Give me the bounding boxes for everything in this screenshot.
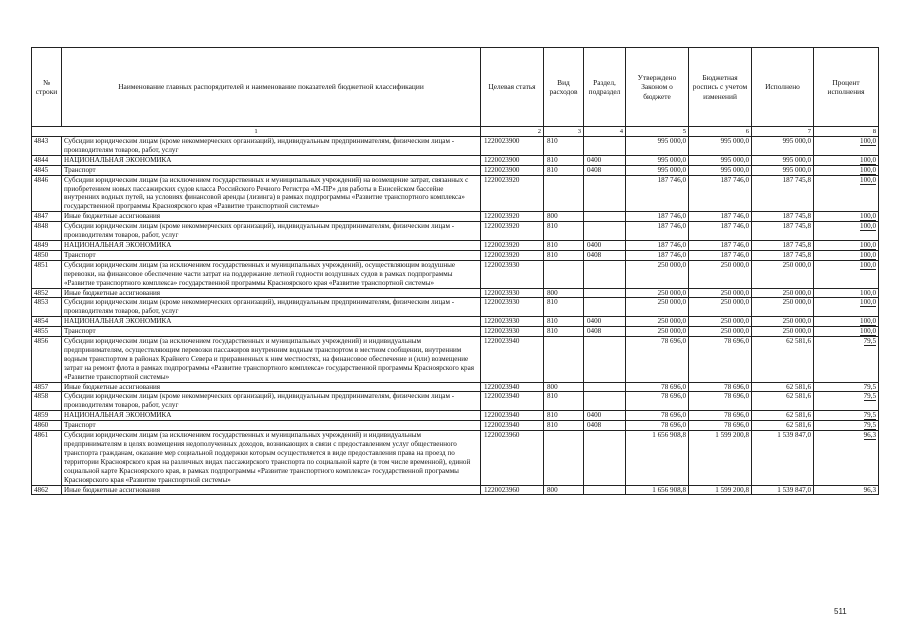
row-target-article: 1220023900: [481, 137, 544, 156]
row-percent: [814, 337, 879, 383]
table-row: [32, 288, 879, 298]
table-row: [32, 137, 879, 156]
row-target-article: 1220023960: [481, 485, 544, 495]
row-budget-schedule: 995 000,0: [689, 137, 752, 156]
row-section: [584, 288, 626, 298]
row-approved: 995 000,0: [626, 155, 689, 165]
row-budget-schedule: 250 000,0: [689, 298, 752, 317]
row-percent: [814, 175, 879, 212]
row-section: [584, 260, 626, 288]
row-percent-value: 79,5: [863, 421, 876, 430]
row-budget-schedule: 250 000,0: [689, 317, 752, 327]
row-expense-type: 810: [544, 392, 584, 411]
row-executed: 62 581,6: [752, 382, 814, 392]
row-number: 4858: [32, 392, 62, 411]
row-section: [584, 485, 626, 495]
row-expense-type: 800: [544, 382, 584, 392]
row-executed: 250 000,0: [752, 260, 814, 288]
table-row: [32, 298, 879, 317]
table-row: [32, 327, 879, 337]
row-percent: [814, 165, 879, 175]
budget-execution-sheet: [31, 47, 878, 495]
table-row: [32, 392, 879, 411]
row-approved: 187 746,0: [626, 222, 689, 241]
row-approved: 187 746,0: [626, 212, 689, 222]
row-executed: 995 000,0: [752, 165, 814, 175]
row-section: [584, 382, 626, 392]
row-name: Транспорт: [62, 421, 481, 431]
row-percent: [814, 431, 879, 485]
row-budget-schedule: 78 696,0: [689, 382, 752, 392]
table-row: [32, 155, 879, 165]
row-name: НАЦИОНАЛЬНАЯ ЭКОНОМИКА: [62, 240, 481, 250]
row-percent-value: 96,3: [863, 485, 876, 494]
row-expense-type: 810: [544, 298, 584, 317]
row-name: НАЦИОНАЛЬНАЯ ЭКОНОМИКА: [62, 317, 481, 327]
row-section: [584, 137, 626, 156]
row-name: Субсидии юридическим лицам (за исключением государственных и муниципальных учреждений) на возмещение затрат, связанных с приобретением новых пассажирских судов класса Российского Речного Регистра «М-ПР» для работы в Енисейском бассейне внутренних водных путей, на условиях финансовой аренды (лизинга) в рамках подпрограммы «Развитие транспортного комплекса» государственной программы Красноярского края «Развитие транспортной системы»: [62, 175, 481, 212]
row-percent: [814, 327, 879, 337]
row-percent-value: 79,5: [863, 411, 876, 420]
row-percent: [814, 137, 879, 156]
row-expense-type: [544, 337, 584, 383]
row-target-article: 1220023920: [481, 175, 544, 212]
row-executed: 250 000,0: [752, 288, 814, 298]
row-expense-type: 810: [544, 250, 584, 260]
row-executed: 995 000,0: [752, 155, 814, 165]
row-approved: 250 000,0: [626, 288, 689, 298]
row-budget-schedule: 250 000,0: [689, 260, 752, 288]
row-target-article: 1220023920: [481, 222, 544, 241]
row-percent-value: 100,0: [860, 137, 876, 145]
row-name: Субсидии юридическим лицам (кроме некоммерческих организаций), индивидуальным предпринимателям, физическим лицам - производителям товаров, работ, услуг: [62, 222, 481, 241]
row-name: Субсидии юридическим лицам (кроме некоммерческих организаций), индивидуальным предпринимателям, физическим лицам - производителям товаров, работ, услуг: [62, 392, 481, 411]
row-percent-value: 100,0: [860, 155, 876, 164]
table-body: [32, 137, 879, 495]
row-percent: [814, 222, 879, 241]
row-target-article: 1220023920: [481, 212, 544, 222]
row-percent-value: 79,5: [863, 337, 876, 346]
row-name: Иные бюджетные ассигнования: [62, 382, 481, 392]
row-section: 0400: [584, 240, 626, 250]
row-name: Транспорт: [62, 327, 481, 337]
row-percent-value: 100,0: [860, 317, 876, 326]
row-percent: [814, 240, 879, 250]
row-percent: [814, 155, 879, 165]
row-executed: 62 581,6: [752, 411, 814, 421]
row-number: 4843: [32, 137, 62, 156]
row-executed: 250 000,0: [752, 298, 814, 317]
row-executed: 187 745,8: [752, 222, 814, 241]
row-section: 0400: [584, 317, 626, 327]
row-percent: [814, 485, 879, 495]
row-name: Субсидии юридическим лицам (за исключением государственных и муниципальных учреждений), осуществляющим воздушные перевозки, на финансовое обеспечение части затрат на поддержание летной годности воздушных судов в рамках подпрограммы «Развитие транспортного комплекса» государственной программы Красноярского края «Развитие транспортной системы»: [62, 260, 481, 288]
row-target-article: 1220023960: [481, 431, 544, 485]
column-number-1: 1: [32, 127, 481, 137]
row-expense-type: 810: [544, 222, 584, 241]
row-target-article: 1220023930: [481, 327, 544, 337]
row-target-article: 1220023940: [481, 411, 544, 421]
row-section: 0408: [584, 421, 626, 431]
header-name: Наименование главных распорядителей и наименование показателей бюджетной классификации: [62, 48, 481, 127]
row-expense-type: 800: [544, 288, 584, 298]
row-budget-schedule: 187 746,0: [689, 175, 752, 212]
row-percent: [814, 317, 879, 327]
row-section: [584, 175, 626, 212]
table-row: [32, 222, 879, 241]
row-percent: [814, 260, 879, 288]
page-number: 511: [834, 607, 847, 616]
row-expense-type: [544, 175, 584, 212]
row-target-article: 1220023930: [481, 288, 544, 298]
row-approved: 1 656 908,8: [626, 485, 689, 495]
row-name: Иные бюджетные ассигнования: [62, 288, 481, 298]
column-number-8: 8: [814, 127, 879, 137]
row-percent: [814, 298, 879, 317]
row-budget-schedule: 187 746,0: [689, 222, 752, 241]
row-number: 4853: [32, 298, 62, 317]
row-number: 4855: [32, 327, 62, 337]
row-approved: 995 000,0: [626, 165, 689, 175]
row-number: 4862: [32, 485, 62, 495]
table-row: [32, 382, 879, 392]
row-name: НАЦИОНАЛЬНАЯ ЭКОНОМИКА: [62, 411, 481, 421]
row-expense-type: 810: [544, 137, 584, 156]
row-expense-type: 800: [544, 485, 584, 495]
row-percent: [814, 250, 879, 260]
row-percent: [814, 288, 879, 298]
column-number-2: 2: [481, 127, 544, 137]
budget-table: [31, 47, 879, 495]
row-executed: 1 539 847,0: [752, 431, 814, 485]
row-section: 0408: [584, 250, 626, 260]
row-name: Иные бюджетные ассигнования: [62, 485, 481, 495]
row-percent-value: 100,0: [860, 327, 876, 336]
row-target-article: 1220023940: [481, 382, 544, 392]
row-number: 4856: [32, 337, 62, 383]
row-number: 4857: [32, 382, 62, 392]
row-percent: [814, 411, 879, 421]
row-target-article: 1220023930: [481, 260, 544, 288]
row-executed: 250 000,0: [752, 317, 814, 327]
row-expense-type: 810: [544, 327, 584, 337]
column-number-5: 5: [626, 127, 689, 137]
row-name: Транспорт: [62, 165, 481, 175]
table-row: [32, 411, 879, 421]
row-percent-value: 100,0: [860, 260, 876, 269]
row-approved: 1 656 908,8: [626, 431, 689, 485]
row-expense-type: 810: [544, 165, 584, 175]
row-number: 4852: [32, 288, 62, 298]
row-approved: 995 000,0: [626, 137, 689, 156]
table-row: [32, 485, 879, 495]
row-section: 0400: [584, 411, 626, 421]
row-approved: 250 000,0: [626, 327, 689, 337]
column-numbers-row: [32, 127, 879, 137]
row-budget-schedule: 250 000,0: [689, 288, 752, 298]
row-section: [584, 298, 626, 317]
row-budget-schedule: 78 696,0: [689, 421, 752, 431]
table-row: [32, 431, 879, 485]
row-expense-type: 810: [544, 411, 584, 421]
row-section: [584, 212, 626, 222]
row-number: 4859: [32, 411, 62, 421]
row-percent: [814, 212, 879, 222]
header-budget-schedule: Бюджетная роспись с учетом изменений: [689, 48, 752, 127]
table-row: [32, 421, 879, 431]
row-percent-value: 100,0: [860, 175, 876, 184]
row-expense-type: 800: [544, 212, 584, 222]
row-target-article: 1220023930: [481, 298, 544, 317]
table-row: [32, 250, 879, 260]
row-percent-value: 100,0: [860, 240, 876, 249]
column-number-6: 6: [689, 127, 752, 137]
row-executed: 995 000,0: [752, 137, 814, 156]
row-budget-schedule: 78 696,0: [689, 337, 752, 383]
row-section: [584, 392, 626, 411]
row-target-article: 1220023900: [481, 155, 544, 165]
row-target-article: 1220023940: [481, 337, 544, 383]
table-row: [32, 175, 879, 212]
row-number: 4849: [32, 240, 62, 250]
row-number: 4848: [32, 222, 62, 241]
row-percent-value: 100,0: [860, 165, 876, 174]
row-target-article: 1220023940: [481, 392, 544, 411]
row-expense-type: [544, 260, 584, 288]
row-approved: 187 746,0: [626, 250, 689, 260]
row-number: 4851: [32, 260, 62, 288]
row-executed: 187 745,8: [752, 250, 814, 260]
row-percent: [814, 392, 879, 411]
row-executed: 250 000,0: [752, 327, 814, 337]
row-executed: 187 745,8: [752, 212, 814, 222]
row-budget-schedule: 78 696,0: [689, 392, 752, 411]
row-section: 0400: [584, 155, 626, 165]
row-target-article: 1220023920: [481, 240, 544, 250]
row-percent: [814, 421, 879, 431]
column-number-7: 7: [752, 127, 814, 137]
row-executed: 62 581,6: [752, 421, 814, 431]
row-approved: 78 696,0: [626, 392, 689, 411]
row-executed: 62 581,6: [752, 337, 814, 383]
row-approved: 78 696,0: [626, 411, 689, 421]
row-expense-type: 810: [544, 421, 584, 431]
row-approved: 78 696,0: [626, 382, 689, 392]
row-number: 4846: [32, 175, 62, 212]
row-executed: 187 745,8: [752, 175, 814, 212]
row-approved: 187 746,0: [626, 175, 689, 212]
row-percent-value: 100,0: [860, 222, 876, 231]
row-section: 0408: [584, 327, 626, 337]
row-budget-schedule: 187 746,0: [689, 240, 752, 250]
column-number-3: 3: [544, 127, 584, 137]
row-number: 4847: [32, 212, 62, 222]
row-percent-value: 96,3: [863, 431, 876, 440]
row-number: 4854: [32, 317, 62, 327]
row-section: 0408: [584, 165, 626, 175]
header-approved: Утверждено Законом о бюджете: [626, 48, 689, 127]
header-section: Раздел, подраздел: [584, 48, 626, 127]
row-percent-value: 100,0: [860, 250, 876, 259]
row-budget-schedule: 1 599 200,8: [689, 431, 752, 485]
row-budget-schedule: 187 746,0: [689, 212, 752, 222]
column-number-4: 4: [584, 127, 626, 137]
row-approved: 78 696,0: [626, 337, 689, 383]
row-percent-value: 100,0: [860, 298, 876, 307]
row-approved: 250 000,0: [626, 298, 689, 317]
row-approved: 250 000,0: [626, 317, 689, 327]
row-budget-schedule: 78 696,0: [689, 411, 752, 421]
row-percent-value: 100,0: [860, 288, 876, 297]
table-header: [32, 48, 879, 137]
row-budget-schedule: 187 746,0: [689, 250, 752, 260]
row-expense-type: 810: [544, 240, 584, 250]
row-target-article: 1220023940: [481, 421, 544, 431]
row-name: Субсидии юридическим лицам (за исключением государственных и муниципальных учреждений) и индивидуальным предпринимателям в целях возмещения недополученных доходов, возникающих в связи с предоставлением услуг общественного транспорта гражданам, оказание мер социальной поддержки которым осуществляется в виде предоставления права на проезд по территории Красноярского края на различных видах пассажирского транспорта по социальной карте (в том числе временной), единой социальной карте Красноярского края, в рамках подпрограммы «Развитие транспортного комплекса» государственной программы Красноярского края «Развитие транспортной системы»: [62, 431, 481, 485]
row-number: 4860: [32, 421, 62, 431]
row-expense-type: 810: [544, 155, 584, 165]
row-name: Субсидии юридическим лицам (за исключением государственных и муниципальных учреждений) и индивидуальным предпринимателям, осуществляющим перевозки пассажиров внутренним водным транспортом в местном сообщении, внутренним водным транспортом в районах Крайнего Севера и приравненных к ним местностях, на финансовое обеспечение и (или) возмещение затрат на ремонт флота в рамках подпрограммы «Развитие транспортного комплекса» государственной программы Красноярского края «Развитие транспортной системы»: [62, 337, 481, 383]
table-row: [32, 317, 879, 327]
header-row-number: № строки: [32, 48, 62, 127]
row-executed: 1 539 847,0: [752, 485, 814, 495]
row-name: Субсидии юридическим лицам (кроме некоммерческих организаций), индивидуальным предпринимателям, физическим лицам - производителям товаров, работ, услуг: [62, 137, 481, 156]
row-approved: 250 000,0: [626, 260, 689, 288]
row-percent-value: 79,5: [863, 382, 876, 391]
row-name: Иные бюджетные ассигнования: [62, 212, 481, 222]
row-target-article: 1220023900: [481, 165, 544, 175]
row-expense-type: 810: [544, 317, 584, 327]
row-number: 4861: [32, 431, 62, 485]
row-expense-type: [544, 431, 584, 485]
row-target-article: 1220023930: [481, 317, 544, 327]
table-row: [32, 212, 879, 222]
row-section: [584, 431, 626, 485]
row-name: НАЦИОНАЛЬНАЯ ЭКОНОМИКА: [62, 155, 481, 165]
row-approved: 187 746,0: [626, 240, 689, 250]
row-percent-value: 100,0: [860, 212, 876, 221]
table-row: [32, 337, 879, 383]
row-budget-schedule: 995 000,0: [689, 165, 752, 175]
row-number: 4844: [32, 155, 62, 165]
table-row: [32, 240, 879, 250]
row-budget-schedule: 250 000,0: [689, 327, 752, 337]
row-name: Субсидии юридическим лицам (кроме некоммерческих организаций), индивидуальным предпринимателям, физическим лицам - производителям товаров, работ, услуг: [62, 298, 481, 317]
row-budget-schedule: 995 000,0: [689, 155, 752, 165]
header-expense-type: Вид расходов: [544, 48, 584, 127]
row-percent: [814, 382, 879, 392]
row-section: [584, 337, 626, 383]
row-executed: 187 745,8: [752, 240, 814, 250]
row-target-article: 1220023920: [481, 250, 544, 260]
row-budget-schedule: 1 599 200,8: [689, 485, 752, 495]
header-percent: Процент исполнения: [814, 48, 879, 127]
header-target-article: Целевая статья: [481, 48, 544, 127]
row-name: Транспорт: [62, 250, 481, 260]
header-executed: Исполнено: [752, 48, 814, 127]
row-section: [584, 222, 626, 241]
table-row: [32, 165, 879, 175]
row-number: 4845: [32, 165, 62, 175]
table-row: [32, 260, 879, 288]
row-approved: 78 696,0: [626, 421, 689, 431]
row-executed: 62 581,6: [752, 392, 814, 411]
row-number: 4850: [32, 250, 62, 260]
row-percent-value: 79,5: [863, 392, 876, 401]
